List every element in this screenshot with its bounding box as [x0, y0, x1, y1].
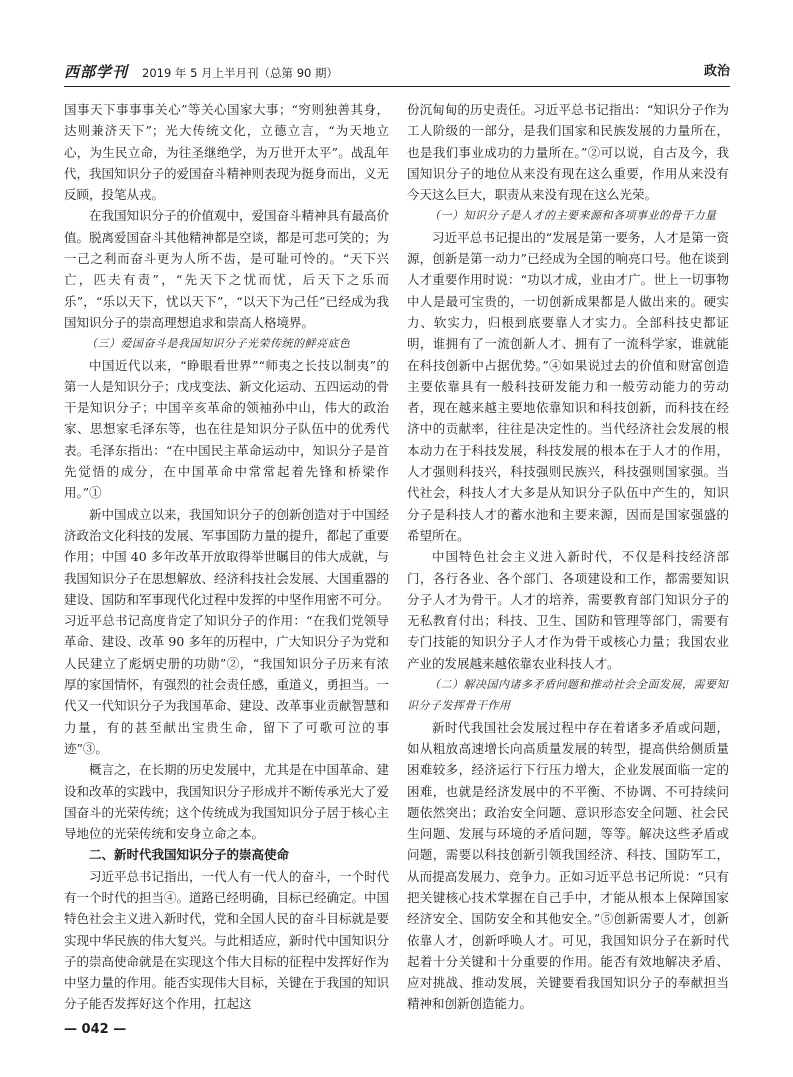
paragraph: 在我国知识分子的价值观中，爱国奋斗精神具有最高价值。脱离爱国奋斗其他精神都是空谈，都是可悲可笑的；为一己之利而奋斗更为人所不齿，是可耻可怜的。“天下兴亡，匹夫有责”，“先天下之忧而忧，后天下之乐而乐”，“乐以天下，忧以天下”，“以天下为己任”已经成为我国知识分子的崇高理想追求和崇高人格境界。 — [64, 208, 390, 330]
paragraph: 新时代我国社会发展过程中存在着诸多矛盾或问题，如从粗放高速增长向高质量发展的转型，提高供给侧质量困难较多，经济运行下行压力增大，企业发展面临一定的困难，也就是经济发展中的不平衡、不协调、不可持续问题依然突出；政治安全问题、意识形态安全问题、社会民生问题、发展与环境的矛盾问题，等等。解决这些矛盾或问题，需要以科技创新引领我国经济、科技、国防军工，从而提高发展力、竞争力。正如习近平总书记所说：“只有把关键核心技术掌握在自己手中，才能从根本上保障国家经济安全、国防安全和其他安全。”⑤创新需要人才，创新依靠人才，创新呼唤人才。可见，我国知识分子在新时代起着十分关键和十分重要的作用。能否有效地解决矛盾、应对挑战、推动发展，关键要看我国知识分子的奉献担当精神和创新创造能力。 — [407, 719, 729, 1012]
section-heading: 二、新时代我国知识分子的崇高使命 — [89, 847, 290, 863]
paragraph: 份沉甸甸的历史责任。习近平总书记指出：“知识分子作为工人阶级的一部分，是我们国家和民族发展的力量所在，也是我们事业成功的力量所在。”②可以说，自古及今，我国知识分子的地位从来没有现在这么重要，作用从来没有今天这么巨大，职责从来没有现在这么光荣。 — [407, 102, 729, 203]
subsection-heading: （二）解决国内诸多矛盾问题和推动社会全面发展，需要知识分子发挥骨干作用 — [407, 678, 728, 713]
paragraph: 习近平总书记指出，一代人有一代人的奋斗，一个时代有一个时代的担当④。道路已经明确，目标已经确定。中国特色社会主义进入新时代，党和全国人民的奋斗目标就是要实现中华民族的伟大复兴。与此相适应，新时代中国知识分子的崇高使命就是在实现这个伟大目标的征程中发挥好作为中坚力量的作用。能否实现伟大目标，关键在于我国的知识分子能否发挥好这个作用，扛起这 — [64, 868, 390, 1012]
right-column — [407, 99, 729, 1015]
paragraph: 概言之，在长期的历史发展中，尤其是在中国革命、建设和改革的实践中，我国知识分子形成并不断传承光大了爱国奋斗的光荣传统；这个传统成为我国知识分子居于核心主导地位的光荣传统和安身立命之本。 — [64, 762, 390, 842]
paragraph: 习近平总书记提出的“发展是第一要务，人才是第一资源，创新是第一动力”已经成为全国的响亮口号。他在谈到人才重要作用时说：“功以才成，业由才广。世上一切事物中人是最可宝贵的，一切创新成果都是人做出来的。硬实力、软实力，归根到底要靠人才实力。全部科技史都证明，谁拥有了一流创新人才、拥有了一流科学家，谁就能在科技创新中占据优势。”④如果说过去的价值和财富创造主要依靠具有一般科技研发能力和一般劳动能力的劳动者，现在越来越主要地依靠知识和科技创新，而科技在经济中的贡献率，往往是决定性的。当代经济社会发展的根本动力在于科技发展，科技发展的根本在于人才的作用，人才强则科技兴，科技强则民族兴，科技强则国家强。当代社会，科技人才大多是从知识分子队伍中产生的，知识分子是科技人才的蓄水池和主要来源，因而是国家强盛的希望所在。 — [407, 229, 729, 543]
subsection-heading: （一）知识分子是人才的主要来源和各项事业的骨干力量 — [429, 209, 717, 223]
page-header — [64, 62, 730, 84]
left-column — [64, 99, 389, 1015]
subsection-heading: （三）爱国奋斗是我国知识分子光荣传统的鲜亮底色 — [86, 337, 351, 351]
journal-logo: 西部学刊 — [64, 63, 129, 81]
paragraph: 中国近代以来，“睁眼看世界”“师夷之长技以制夷”的第一人是知识分子；戊戌变法、新文化运动、五四运动的骨干是知识分子；中国辛亥革命的领袖孙中山，伟大的政治家、思想家毛泽东等，也在往是知识分子队伍中的优秀代表。毛泽东指出：“在中国民主革命运动中，知识分子是首先觉悟的成分，在中国革命中常常起着先锋和桥梁作用。”① — [64, 357, 390, 501]
issue-info: 2019 年 5 月上半月刊（总第 90 期） — [142, 66, 338, 80]
section-title: 政治 — [703, 64, 730, 79]
page-number: — 042 — — [64, 1022, 127, 1037]
paragraph: 中国特色社会主义进入新时代，不仅是科技经济部门，各行各业、各个部门、各项建设和工作，都需要知识分子人才为骨干。人才的培养，需要教育部门知识分子的无私教育付出；科技、卫生、国防和管理等部门，需要有专门技能的知识分子人才作为骨干或核心力量；我国农业产业的发展越来越依靠农业科技人才。 — [407, 549, 729, 671]
paragraph: 国事天下事事事关心”等关心国家大事；“穷则独善其身，达则兼济天下”；光大传统文化，立德立言，“为天地立心，为生民立命，为往圣继绝学，为万世开太平”。战乱年代，我国知识分子的爱国奋斗精神则表现为挺身而出，义无反顾，投笔从戎。 — [64, 102, 390, 203]
paragraph: 新中国成立以来，我国知识分子的创新创造对于中国经济政治文化科技的发展、军事国防力量的提升，都起了重要作用；中国 40 多年改革开放取得举世瞩目的伟大成就，与我国知识分子在思想解放、经济科技社会发展、大国重器的建设、国防和军事现代化过程中发挥的中坚作用密不可分。习近平总书记高度肯定了知识分子的作用：“在我们党领导革命、建设、改革 90 多年的历程中，广大知识分子为党和人民建立了彪炳史册的功勋”②，“我国知识分子历来有浓厚的家国情怀，有强烈的社会责任感，重道义，勇担当。一代又一代知识分子为我国革命、建设、改革事业贡献智慧和力量，有的甚至献出宝贵生命，留下了可歌可泣的事迹”③。 — [64, 506, 390, 756]
header-rule — [64, 86, 730, 87]
